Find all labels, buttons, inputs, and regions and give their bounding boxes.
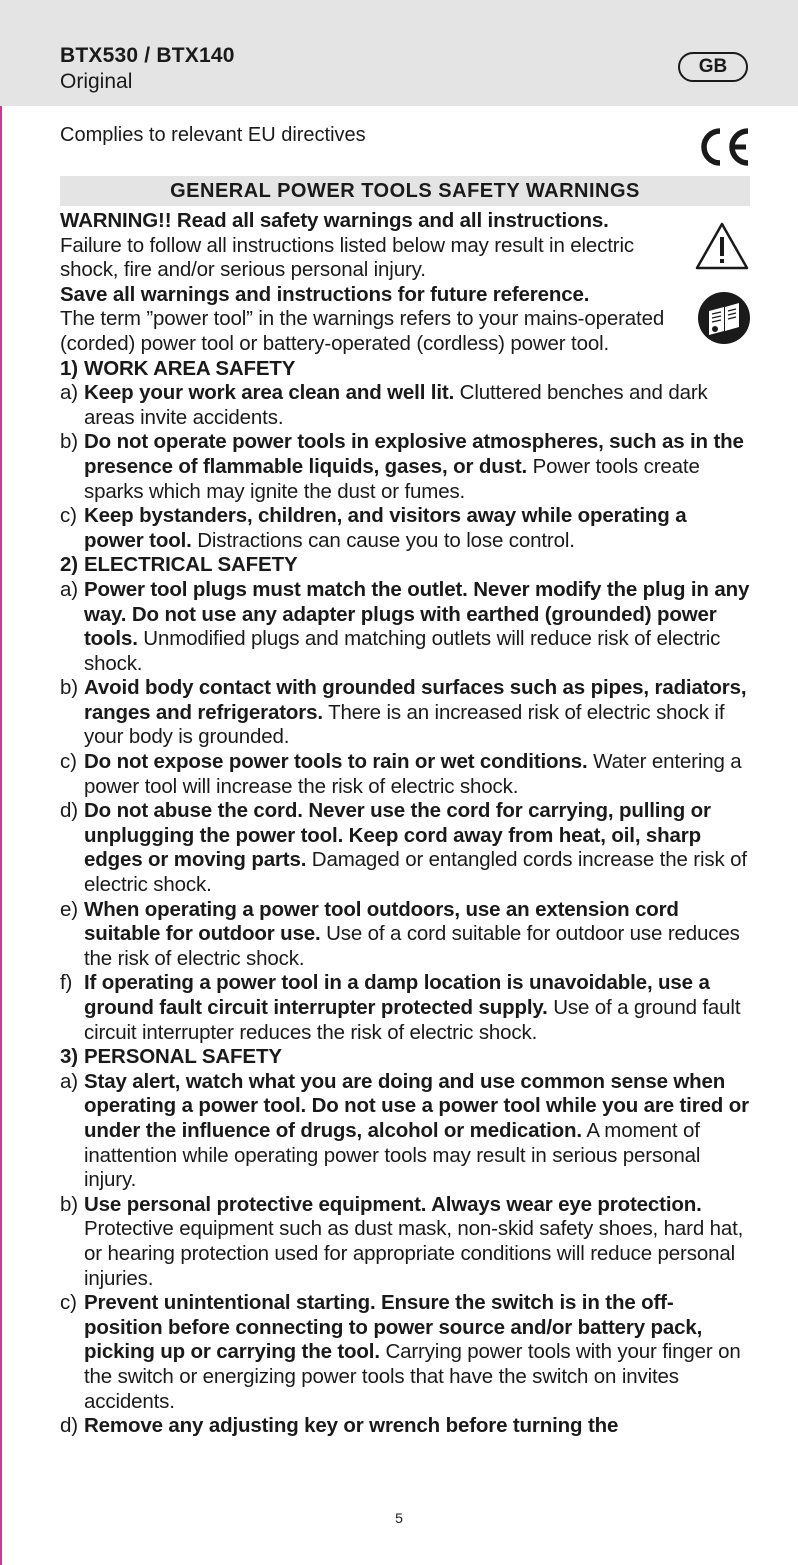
intro-block bbox=[60, 209, 680, 357]
list-item: e) When operating a power tool outdoors, use an extension cord suitable for outdoor use. Use of a cord suitable for outdoor use reduces the risk of electric shock. bbox=[60, 897, 740, 970]
warning-bold-text: WARNING!! Read all safety warnings and all instructions. bbox=[60, 209, 609, 232]
section-heading: 3) PERSONAL SAFETY bbox=[60, 1045, 282, 1069]
page-number: 5 bbox=[395, 1510, 403, 1526]
list-item: d) Do not abuse the cord. Never use the cord for carrying, pulling or unplugging the power tool. Keep cord away from heat, oil, sharp edges or moving parts. Damaged or entangled cords increase the risk of electric shock. bbox=[60, 799, 747, 897]
intro-warning bbox=[60, 209, 680, 283]
list-item: d) Remove any adjusting key or wrench before turning the bbox=[60, 1414, 619, 1438]
list-item: b) Avoid body contact with grounded surfaces such as pipes, radiators, ranges and refrigerators. There is an increased risk of electric shock if your body is grounded. bbox=[60, 676, 747, 749]
ce-mark-icon bbox=[696, 126, 752, 168]
list-item: b) Use personal protective equipment. Always wear eye protection. Protective equipment such as dust mask, non-skid safety shoes, hard hat, or hearing protection used for appropriate conditions will reduce personal injuries. bbox=[60, 1192, 744, 1290]
section-heading: 2) ELECTRICAL SAFETY bbox=[60, 553, 298, 577]
list-item: f) If operating a power tool in a damp location is unavoidable, use a ground fault circuit interrupter protected supply. Use of a ground fault circuit interrupter reduces the risk of electric shock. bbox=[60, 971, 741, 1044]
language-badge: GB bbox=[678, 52, 748, 82]
page-edge-line bbox=[0, 0, 2, 1565]
list-item: b) Do not operate power tools in explosive atmospheres, such as in the presence of flammable liquids, gases, or dust. Power tools create sparks which may ignite the dust or fumes. bbox=[60, 430, 744, 503]
save-text: The term ”power tool” in the warnings refers to your mains-operated (corded) power tool or battery-operated (cordless) power tool. bbox=[60, 307, 665, 355]
list-item: a) Power tool plugs must match the outlet. Never modify the plug in any way. Do not use any adapter plugs with earthed (grounded) power tools. Unmodified plugs and matching outlets will reduce risk of electric shock. bbox=[60, 577, 750, 675]
list-item: a) Keep your work area clean and well lit. Cluttered benches and dark areas invite accidents. bbox=[60, 381, 708, 429]
list-item: a) Stay alert, watch what you are doing and use common sense when operating a power tool. Do not use a power tool while you are tired or under the influence of drugs, alcohol or medication. A moment of inattention while operating power tools may result in serious personal injury. bbox=[60, 1069, 749, 1192]
page-header bbox=[0, 0, 798, 106]
safety-content bbox=[60, 209, 750, 1439]
model-number: BTX530 / BTX140 bbox=[60, 44, 235, 67]
warning-text: Failure to follow all instructions listed below may result in electric shock, fire and/or serious personal injury. bbox=[60, 233, 634, 282]
save-bold-text: Save all warnings and instructions for future reference. bbox=[60, 282, 590, 306]
section-title: GENERAL POWER TOOLS SAFETY WARNINGS bbox=[60, 176, 750, 206]
list-item: c) Prevent unintentional starting. Ensure the switch is in the off-position before connecting to power source and/or battery pack, picking up or carrying the tool. Carrying power tools with your finger on the switch or energizing power tools that have the switch on invites accidents. bbox=[60, 1291, 741, 1413]
list-item: c) Keep bystanders, children, and visitors away while operating a power tool. Distractions can cause you to lose control. bbox=[60, 504, 687, 552]
list-item: c) Do not expose power tools to rain or wet conditions. Water entering a power tool will increase the risk of electric shock. bbox=[60, 750, 742, 798]
compliance-text: Complies to relevant EU directives bbox=[60, 124, 366, 146]
section-heading: 1) WORK AREA SAFETY bbox=[60, 356, 296, 380]
document-subtitle: Original bbox=[60, 70, 133, 93]
intro-save bbox=[60, 283, 680, 357]
